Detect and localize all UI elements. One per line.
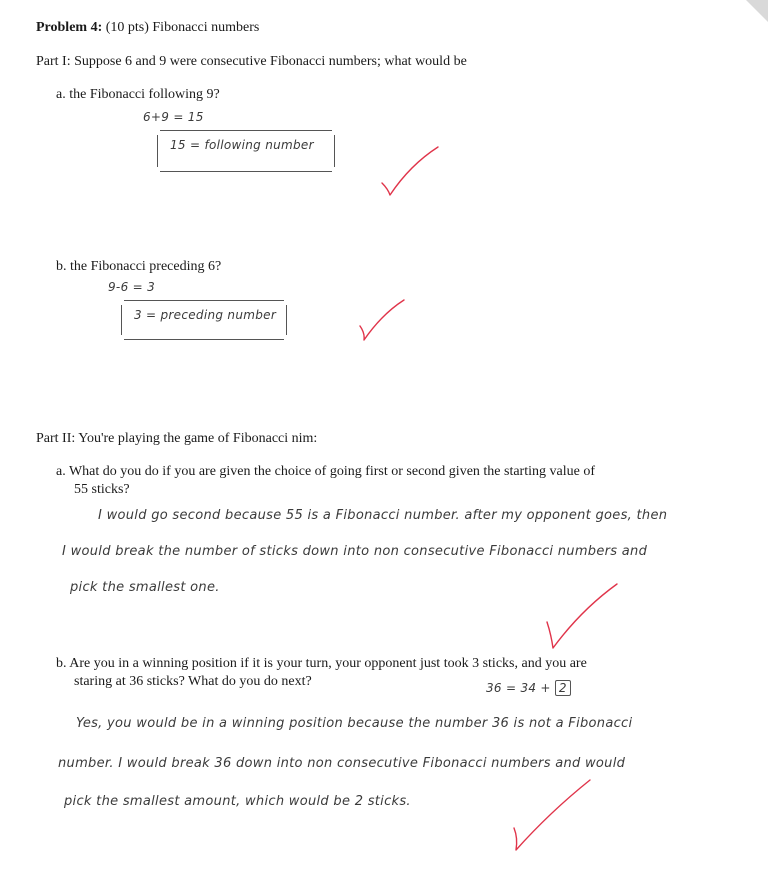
- part1-b-boxed-answer: 3 = preceding number: [134, 308, 277, 322]
- part2-b-answer-line: pick the smallest amount, which would be 2 sticks.: [64, 794, 411, 809]
- part1-intro: Part I: Suppose 6 and 9 were consecutive Fibonacci numbers; what would be: [36, 54, 467, 69]
- part2-b-answer-line: number. I would break 36 down into non consecutive Fibonacci numbers and would: [58, 756, 626, 771]
- problem-title: (10 pts) Fibonacci numbers: [105, 20, 260, 35]
- part1-a-boxed-answer: 15 = following number: [170, 138, 314, 152]
- check-mark-icon: [512, 778, 592, 854]
- part2-question-a-line2: 55 sticks?: [74, 482, 130, 497]
- part2-a-answer-line: pick the smallest one.: [70, 580, 220, 595]
- part1-b-work: 9-6 = 3: [108, 280, 156, 294]
- part2-question-a-line1: a. What do you do if you are given the choice of going first or second given the starting value of: [56, 464, 595, 479]
- part1-a-work: 6+9 = 15: [143, 110, 204, 124]
- check-mark-icon: [545, 582, 620, 652]
- part1-b-answer-box: [124, 300, 284, 340]
- part1-a-answer-box: [160, 130, 332, 172]
- part2-question-b-line1: b. Are you in a winning position if it is your turn, your opponent just took 3 sticks, and you are: [56, 656, 587, 671]
- problem-heading: [36, 19, 259, 37]
- check-mark-icon: [380, 145, 440, 200]
- problem-label: Problem 4:: [36, 20, 103, 35]
- part1-question-b: b. the Fibonacci preceding 6?: [56, 259, 222, 274]
- part2-b-answer-line: Yes, you would be in a winning position because the number 36 is not a Fibonacci: [76, 716, 633, 731]
- part2-intro: Part II: You're playing the game of Fibonacci nim:: [36, 431, 318, 446]
- check-mark-icon: [358, 298, 408, 344]
- part2-a-answer-line: I would break the number of sticks down into non consecutive Fibonacci numbers and: [62, 544, 648, 559]
- part2-b-work-circled: 2: [555, 680, 571, 696]
- page-corner-fold: [746, 0, 768, 22]
- part2-a-answer-line: I would go second because 55 is a Fibonacci number. after my opponent goes, then: [98, 508, 668, 523]
- part2-b-work: [486, 680, 571, 696]
- part1-question-a: a. the Fibonacci following 9?: [56, 87, 220, 102]
- part2-question-b-line2: staring at 36 sticks? What do you do next?: [74, 674, 312, 689]
- part2-b-work-prefix: 36 = 34 +: [486, 681, 551, 695]
